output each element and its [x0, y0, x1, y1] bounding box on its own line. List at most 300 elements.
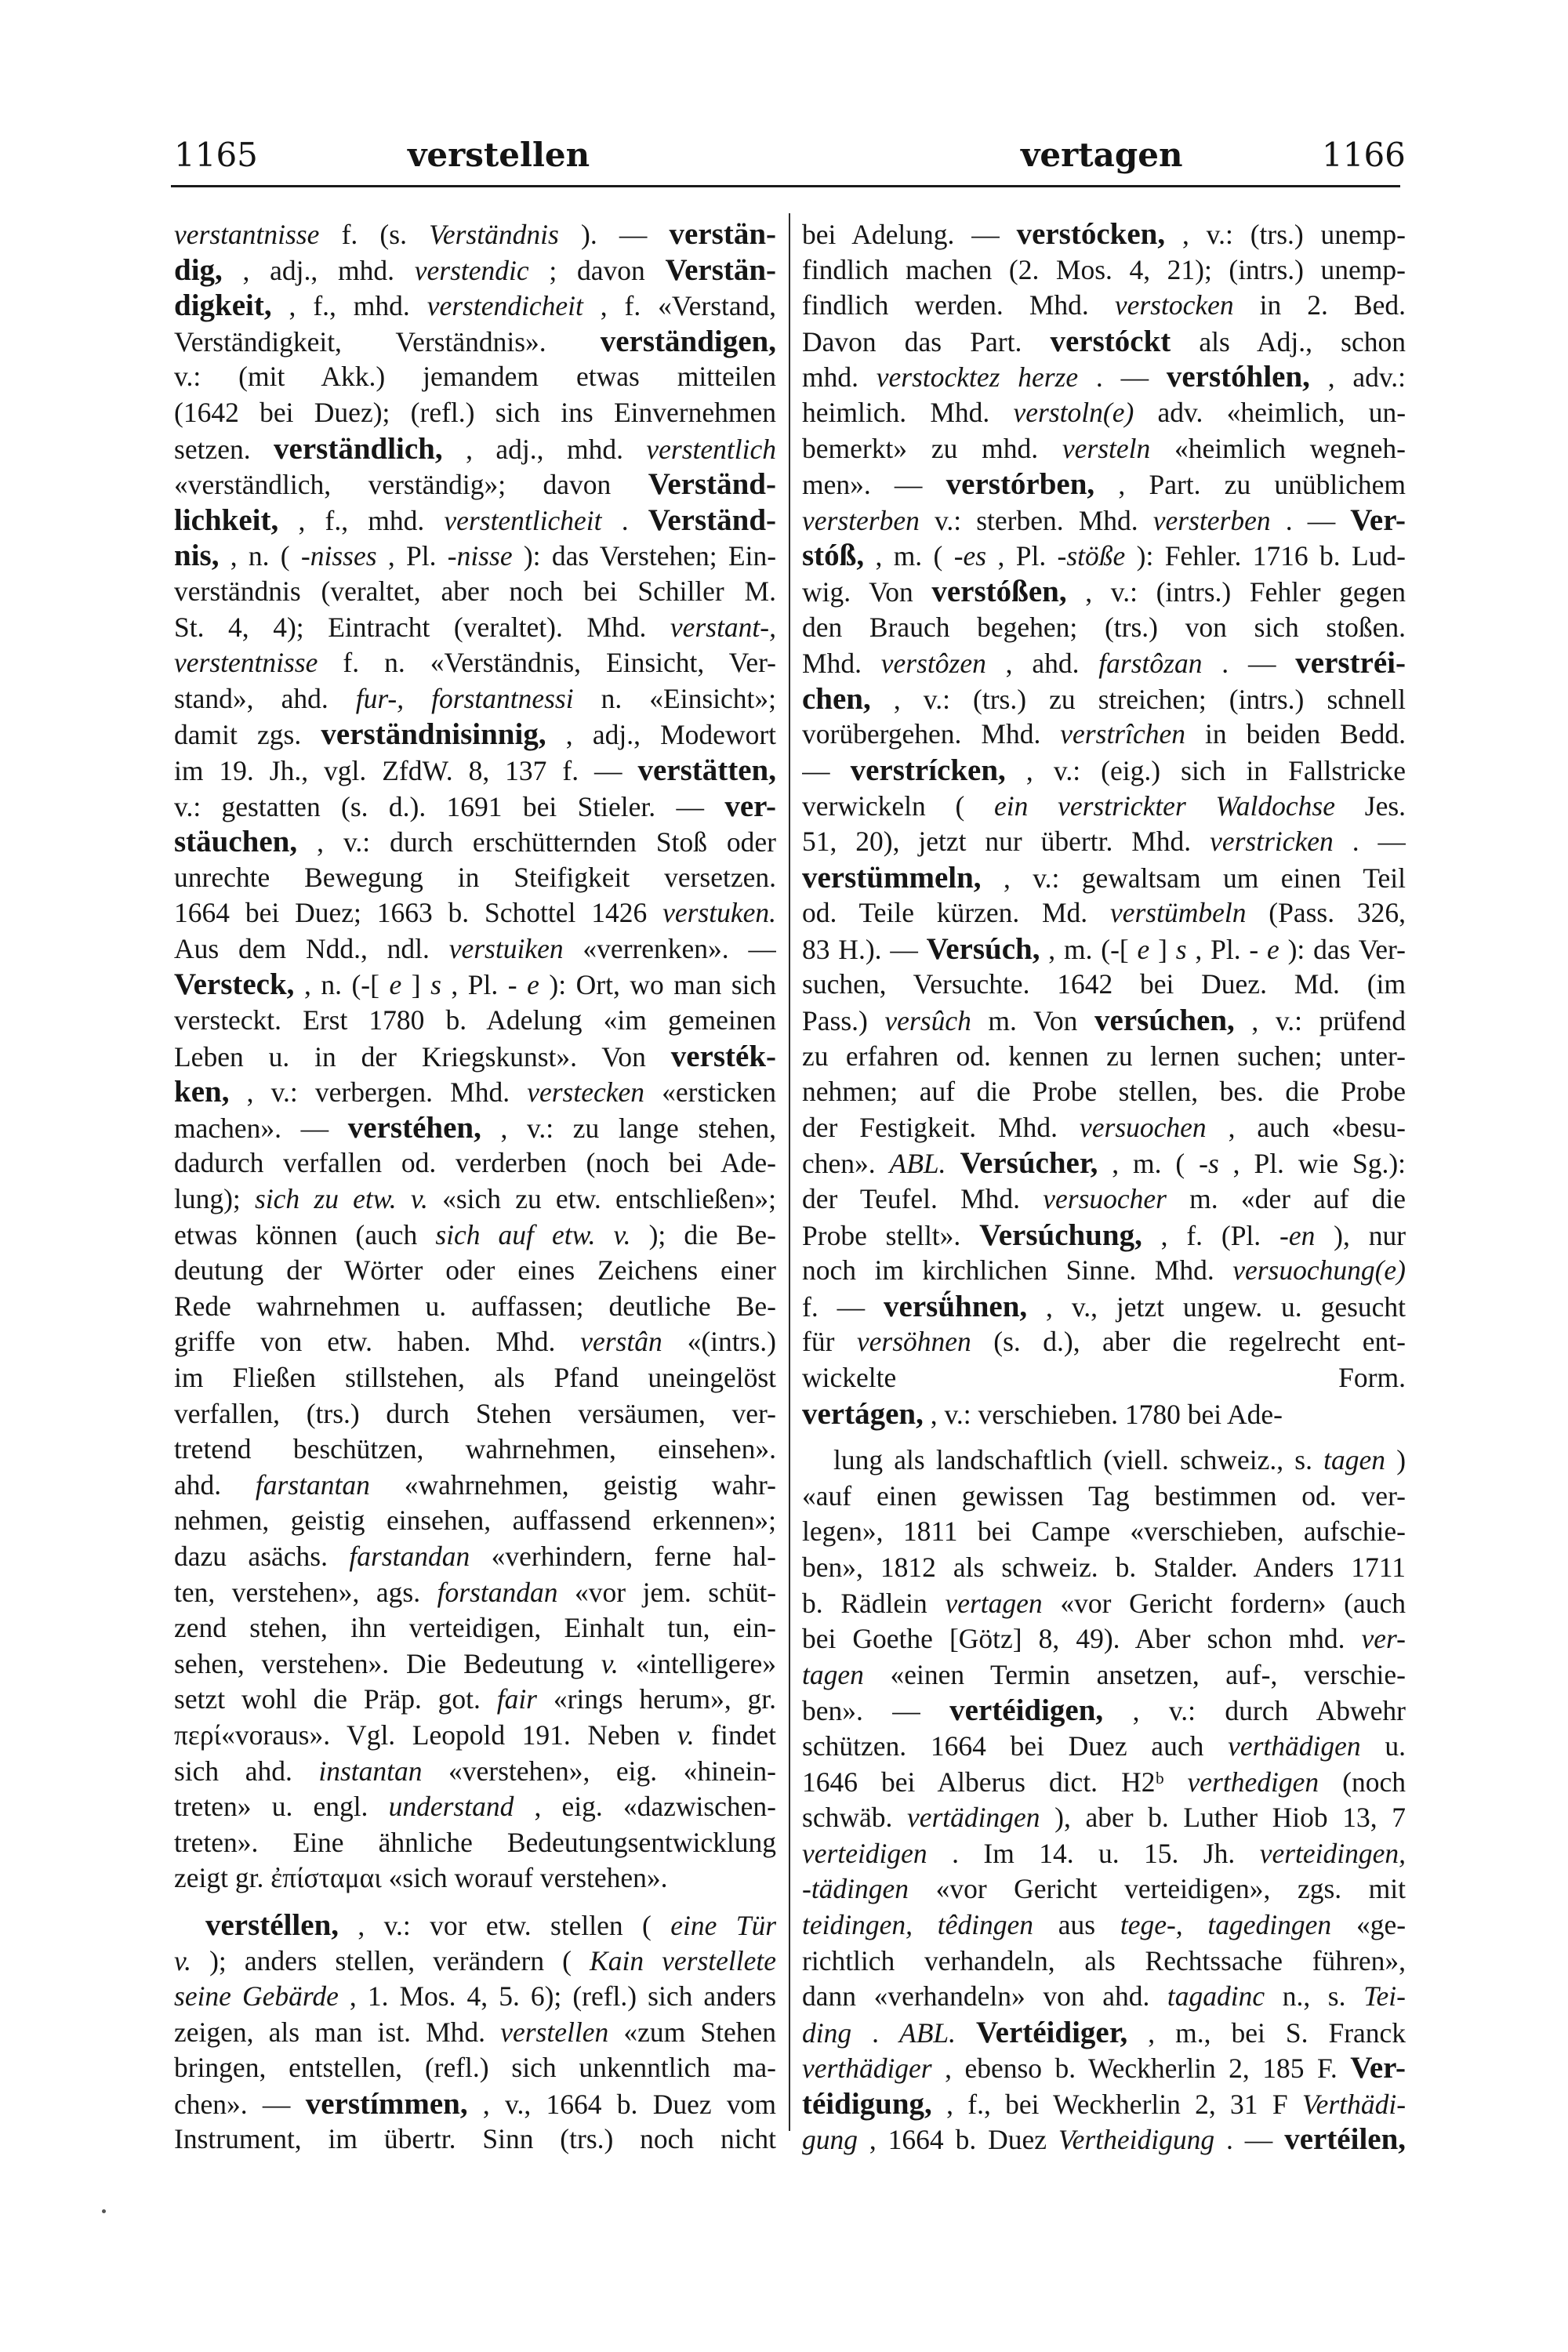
italic-form: verstricken — [1210, 826, 1334, 858]
italic-form: Verständnis — [429, 219, 559, 250]
text-run: , v., 1664 b. Duez vom — [482, 2088, 776, 2120]
text-run: , v.: (intrs.) Fehler gegen — [1085, 575, 1406, 608]
text-line — [174, 967, 776, 1003]
text-run: «wahrnehmen, geistig wahr- — [404, 1468, 776, 1501]
text-run: als Adj., schon — [1199, 325, 1406, 358]
text-line — [174, 895, 776, 931]
text-run: f. — — [802, 1290, 884, 1323]
text-run: noch im kirchlichen Sinne. Mhd. — [802, 1254, 1233, 1287]
italic-form: ding — [802, 2016, 852, 2049]
text-run: , auch «besu- — [1228, 1111, 1406, 1143]
text-run: , v.: verbergen. Mhd. — [246, 1076, 528, 1109]
text-line — [174, 717, 776, 753]
text-run: , 1664 b. Duez — [869, 2124, 1058, 2156]
text-run: , v.: durch Abwehr — [1132, 1695, 1406, 1727]
italic-form: verstantnisse — [174, 219, 320, 250]
text-run: zeigen, als man ist. Mhd. — [174, 2016, 501, 2048]
italic-form: verstendic — [414, 254, 529, 286]
text-run: setzen. — [174, 433, 274, 465]
text-run: . — — [1285, 504, 1351, 536]
text-line — [802, 1443, 1406, 1479]
text-run: «einen Termin ansetzen, auf-, verschie- — [890, 1658, 1406, 1690]
headword: Ver- — [1350, 503, 1406, 537]
text-line — [802, 1218, 1406, 1254]
text-line — [174, 2122, 776, 2158]
text-line — [174, 1907, 776, 1944]
text-line — [174, 681, 776, 717]
italic-form: verstuken. — [662, 897, 776, 929]
text-run: 51, 20), jetzt nur übertr. Mhd. — [802, 826, 1210, 858]
text-line — [802, 2122, 1406, 2158]
text-run: n. «Einsicht»; — [601, 682, 776, 714]
text-run: chen». — [802, 1148, 890, 1180]
italic-form: e — [1267, 933, 1279, 965]
text-line — [174, 216, 776, 252]
column-divider — [789, 213, 790, 2131]
text-line — [802, 538, 1406, 574]
text-line — [802, 1145, 1406, 1181]
text-line — [174, 1003, 776, 1039]
text-run: verständnis (veraltet, aber noch bei Schiller M. — [174, 575, 776, 607]
text-line — [802, 1039, 1406, 1075]
text-line — [174, 1432, 776, 1468]
headword: nis, — [174, 539, 220, 573]
text-run: . Im 14. u. 15. Jh. — [952, 1837, 1260, 1869]
text-run: schützen. 1664 bei Duez auch — [802, 1730, 1229, 1762]
text-run: ); anders stellen, verändern ( — [209, 1944, 572, 1976]
italic-form: Tei- — [1363, 1980, 1406, 2013]
text-run: für — [802, 1326, 857, 1358]
text-run: dann «verhandeln» von ahd. — [802, 1980, 1167, 2013]
italic-form: -nisse — [447, 540, 513, 572]
text-run: Aus dem Ndd., ndl. — [174, 932, 449, 964]
italic-form: versuocher — [1043, 1183, 1167, 1215]
text-line — [174, 1110, 776, 1146]
text-line — [802, 216, 1406, 252]
italic-form: verteidigen — [802, 1837, 927, 1869]
text-run: f. n. «Verständnis, Einsicht, Ver- — [343, 647, 776, 679]
text-line — [174, 574, 776, 610]
text-run: etwas können (auch — [174, 1218, 436, 1250]
text-run: «auf einen gewissen Tag bestimmen od. ver- — [802, 1479, 1406, 1512]
text-run: . — — [1352, 826, 1406, 858]
text-line — [802, 931, 1406, 967]
italic-form: tagadinc — [1167, 1980, 1265, 2013]
text-run: findlich werden. Mhd. — [802, 289, 1115, 321]
text-run: treten». Eine ähnliche Bedeutungsentwicklung — [174, 1826, 776, 1858]
italic-form: verstuiken — [448, 932, 564, 964]
text-run: «verstehen», eig. «hinein- — [448, 1755, 776, 1787]
text-line — [174, 1039, 776, 1075]
text-run: v.: sterben. Mhd. — [934, 504, 1153, 536]
text-run: u. — [1385, 1730, 1406, 1762]
italic-form: verstümbeln — [1109, 897, 1247, 929]
italic-form: -stöße — [1057, 540, 1126, 572]
text-run: im 19. Jh., vgl. ZfdW. 8, 137 f. — — [174, 754, 638, 786]
text-run: Davon das Part. — [802, 325, 1051, 358]
text-run: v.: (mit Akk.) jemandem etwas mitteilen — [174, 361, 776, 393]
italic-form: versöhnen — [856, 1326, 971, 1358]
text-line — [802, 753, 1406, 789]
italic-form: verstecken — [527, 1076, 644, 1109]
text-run: , f., mhd. — [289, 290, 427, 322]
headword: verständlich, — [274, 431, 443, 466]
text-line — [174, 1789, 776, 1825]
text-run: ; davon — [549, 254, 666, 286]
text-line — [174, 503, 776, 539]
text-line — [802, 2015, 1406, 2051]
headword: Versteck, — [174, 967, 295, 1002]
text-run: bringen, entstellen, (refl.) sich unkenntlich ma- — [174, 2052, 776, 2084]
text-run: der Teufel. Mhd. — [802, 1183, 1044, 1215]
headword: dig, — [174, 252, 223, 287]
text-line — [174, 753, 776, 789]
text-run: f. (s. — [341, 219, 430, 250]
right-column — [802, 216, 1406, 2158]
right-page-number: 1166 — [1322, 136, 1406, 174]
text-line — [174, 1289, 776, 1325]
text-run: in 2. Bed. — [1259, 289, 1406, 321]
text-run: der Festigkeit. Mhd. — [802, 1111, 1080, 1143]
text-line — [802, 1324, 1406, 1360]
text-run: , v.: gewaltsam um einen Teil — [1003, 862, 1406, 894]
text-run: «verhindern, ferne hal- — [491, 1540, 776, 1572]
text-run: heimlich. Mhd. — [802, 396, 1014, 428]
text-line — [174, 359, 776, 395]
italic-form: versteln — [1062, 432, 1151, 464]
text-run: ] — [1158, 933, 1167, 965]
text-run: . — [872, 2016, 900, 2049]
italic-form: -tädingen — [802, 1873, 909, 1905]
text-line — [174, 931, 776, 967]
text-line — [174, 1360, 776, 1396]
headword: versǘhnen, — [884, 1289, 1028, 1323]
text-line — [802, 503, 1406, 539]
text-line — [802, 824, 1406, 860]
italic-form: e — [389, 969, 402, 1001]
text-run: , v.: zu lange stehen, — [500, 1112, 776, 1144]
text-line — [174, 824, 776, 860]
text-run: περί«voraus». Vgl. Leopold 191. Neben — [174, 1719, 677, 1751]
italic-form: verstocken — [1114, 289, 1234, 321]
text-run: «verständlich, verständig»; davon — [174, 469, 648, 501]
headword: vertágen, — [802, 1396, 924, 1431]
left-running-headword: verstellen — [408, 136, 590, 174]
headword: verstímmen, — [305, 2086, 468, 2121]
text-run: ahd. — [174, 1468, 256, 1501]
header-rule — [171, 185, 1400, 187]
text-run: damit zgs. — [174, 719, 321, 751]
italic-form: forstandan — [437, 1576, 558, 1608]
italic-form: verstoln(e) — [1013, 396, 1134, 428]
headword: Versúchung, — [979, 1218, 1142, 1252]
text-run: verwickeln ( — [802, 789, 965, 822]
headword: stäuchen, — [174, 825, 298, 859]
italic-form: v. — [601, 1647, 619, 1679]
headword: téidigung, — [802, 2086, 932, 2121]
text-line — [174, 324, 776, 360]
text-run: ten, verstehen», ags. — [174, 1576, 437, 1608]
text-run: Probe stellt». — [802, 1219, 980, 1251]
text-line — [174, 1539, 776, 1575]
text-line — [802, 1110, 1406, 1146]
text-run: , n. (-[ — [303, 969, 379, 1001]
text-line — [802, 466, 1406, 503]
text-run: (1642 bei Duez); (refl.) sich ins Einvernehmen — [174, 396, 776, 428]
text-run: findet — [711, 1719, 776, 1751]
italic-form: ein verstrickter Waldochse — [994, 789, 1335, 822]
text-line — [174, 1145, 776, 1181]
italic-form: sich auf etw. v. — [435, 1218, 631, 1250]
text-run: legen», 1811 bei Campe «verschieben, aufschie- — [802, 1515, 1406, 1548]
headword: Verständ- — [648, 467, 776, 502]
text-line — [802, 1907, 1406, 1944]
text-line — [174, 1646, 776, 1682]
text-run: sehen, verstehen». Die Bedeutung — [174, 1647, 601, 1679]
headword: verstórben, — [946, 467, 1095, 502]
italic-form: s — [1175, 933, 1187, 965]
headword: ken, — [174, 1075, 230, 1109]
italic-form: verstendicheit — [426, 290, 583, 322]
text-run: «rings herum», gr. — [553, 1683, 776, 1715]
text-run: findlich machen (2. Mos. 4, 21); (intrs.) unemp- — [802, 253, 1406, 285]
text-run: 1664 bei Duez; 1663 b. Schottel 1426 — [174, 897, 663, 929]
headword: verstätten, — [637, 753, 776, 787]
text-line — [802, 1289, 1406, 1325]
italic-form: verthädiger — [802, 2053, 932, 2085]
italic-form: e — [527, 969, 539, 1001]
text-run: bei Adelung. — — [802, 219, 1017, 250]
italic-form: v. — [677, 1719, 695, 1751]
text-run: m. «der auf die — [1189, 1183, 1406, 1215]
text-line — [802, 860, 1406, 896]
text-line — [174, 2086, 776, 2122]
text-run: od. Teile kürzen. Md. — [802, 897, 1110, 929]
italic-form: verteidingen, — [1259, 1837, 1406, 1869]
text-run: versteckt. Erst 1780 b. Adelung «im gemeinen — [174, 1004, 776, 1036]
text-run: , ahd. — [1005, 648, 1099, 680]
text-run: , v.: (trs.) zu streichen; (intrs.) schnell — [893, 683, 1406, 715]
headword: digkeit, — [174, 289, 272, 323]
text-line — [174, 1181, 776, 1218]
text-run: . — — [1095, 361, 1167, 394]
text-run: , Part. zu unüblichem — [1118, 469, 1406, 501]
text-run: setzt wohl die Präp. got. — [174, 1683, 497, 1715]
text-line — [174, 395, 776, 431]
text-run: ). — — [581, 219, 670, 250]
text-run: , v.: durch erschütternden Stoß oder — [317, 826, 776, 858]
headword: Versúcher, — [960, 1146, 1098, 1181]
text-run: zu erfahren od. kennen zu lernen suchen; unter- — [802, 1040, 1406, 1072]
italic-form: tege-, tagedingen — [1120, 1908, 1332, 1940]
italic-form: verstellen — [500, 2016, 609, 2048]
text-run: dadurch verfallen od. verderben (noch bei Ade- — [174, 1147, 776, 1179]
text-run: richtlich verhandeln, als Rechtssache führen», — [802, 1944, 1406, 1976]
text-run: suchen, Versuchte. 1642 bei Duez. Md. (im — [802, 968, 1406, 1000]
text-line — [174, 1468, 776, 1504]
text-line — [174, 610, 776, 646]
text-run: ): Fehler. 1716 b. Lud- — [1136, 540, 1406, 572]
text-run: wickelte Form. — [802, 1362, 1406, 1393]
entry-gap — [802, 1432, 1406, 1443]
text-run: Mhd. — [802, 648, 881, 680]
text-run: «vor Gericht verteidigen», zgs. mit — [935, 1873, 1406, 1905]
text-line — [174, 1610, 776, 1646]
text-run: , v.: (trs.) unemp- — [1181, 219, 1406, 250]
italic-form: verthedigen — [1187, 1766, 1319, 1798]
text-line — [802, 1944, 1406, 1980]
text-run: ): Ort, wo man sich — [549, 969, 776, 1001]
italic-form: verstrîchen — [1060, 718, 1185, 750]
text-line — [174, 1682, 776, 1718]
italic-form: verthädigen — [1228, 1730, 1361, 1762]
text-line — [802, 1003, 1406, 1039]
italic-form: ver- — [1361, 1623, 1406, 1655]
text-run: im Fließen stillstehen, als Pfand uneingelöst — [174, 1362, 776, 1393]
text-line — [802, 1657, 1406, 1693]
headword: Vertéidiger, — [976, 2015, 1128, 2049]
text-run: machen». — — [174, 1112, 348, 1144]
italic-form: Verthädi- — [1301, 2088, 1406, 2120]
text-line — [802, 324, 1406, 360]
italic-form: ABL. — [899, 2016, 956, 2049]
text-line — [802, 1550, 1406, 1586]
text-run: griffe von etw. haben. Mhd. — [174, 1326, 581, 1358]
headword: Verständ- — [648, 503, 776, 537]
italic-form: fair — [496, 1683, 537, 1715]
text-run: , 1. Mos. 4, 5. 6); (refl.) sich anders — [349, 1980, 776, 2013]
italic-form: verstentnisse — [174, 647, 318, 679]
text-run: Leben u. in der Kriegskunst». Von — [174, 1040, 671, 1073]
italic-form: understand — [388, 1791, 514, 1823]
headword: verstän- — [669, 217, 776, 251]
headword: versték- — [670, 1039, 776, 1073]
text-run: ); die Be- — [648, 1218, 776, 1250]
text-run: . — [621, 504, 648, 536]
italic-form: teidingen, têdingen — [802, 1908, 1033, 1940]
text-run: Pass.) — [802, 1005, 885, 1037]
italic-form: v. — [174, 1944, 191, 1976]
italic-form: gung — [802, 2124, 858, 2156]
italic-form: farstantan — [255, 1468, 370, 1501]
text-run: , adv.: — [1327, 361, 1406, 394]
text-run: , adj., mhd. — [466, 433, 647, 465]
italic-form: tagen — [802, 1658, 864, 1690]
headword: chen, — [802, 681, 871, 716]
italic-form: verstentlicheit — [444, 504, 602, 536]
headword: verstéllen, — [205, 1907, 339, 1942]
text-run: deutung der Wörter oder eines Zeichens einer — [174, 1254, 776, 1287]
right-running-headword: vertagen — [1021, 136, 1183, 174]
text-line — [802, 967, 1406, 1003]
text-run: ): das Verstehen; Ein- — [523, 540, 776, 572]
text-run: ): das Ver- — [1287, 933, 1406, 965]
text-run: , Pl. - — [1195, 933, 1259, 965]
text-line — [174, 538, 776, 574]
text-line — [802, 789, 1406, 825]
headword: lichkeit, — [174, 503, 279, 537]
text-run: dazu asächs. — [174, 1540, 350, 1572]
text-run: Instrument, im übertr. Sinn (trs.) noch nicht — [174, 2123, 776, 2155]
text-line — [802, 359, 1406, 395]
italic-form: e — [1137, 933, 1150, 965]
text-run: treten» u. engl. — [174, 1791, 389, 1823]
text-line — [802, 1765, 1406, 1801]
italic-form: vertädingen — [906, 1802, 1040, 1834]
headword: Verstän- — [665, 252, 776, 287]
text-run: «heimlich wegneh- — [1174, 432, 1406, 464]
entry-gap — [174, 1896, 776, 1907]
text-run: ben». — — [802, 1695, 950, 1727]
italic-form: seine Gebärde — [174, 1980, 339, 2013]
italic-form: verstant-, — [670, 611, 776, 643]
text-run: bei Goethe [Götz] 8, 49). Aber schon mhd. — [802, 1623, 1362, 1655]
text-line — [802, 681, 1406, 717]
italic-form: versterben — [1152, 504, 1271, 536]
text-line — [802, 895, 1406, 931]
text-line — [174, 252, 776, 289]
text-run: , v.: (eig.) sich in Fallstricke — [1025, 754, 1406, 786]
text-line — [802, 717, 1406, 753]
text-line — [802, 1253, 1406, 1289]
text-line — [174, 2050, 776, 2086]
italic-form: eine Tür — [670, 1909, 776, 1941]
text-line — [174, 1860, 776, 1896]
italic-form: Kain verstellete — [590, 1944, 776, 1976]
text-run: adv. «heimlich, un- — [1157, 396, 1406, 428]
text-run: ben», 1812 als schweiz. b. Stalder. Anders 1711 — [802, 1551, 1406, 1583]
text-run: b. Rädlein — [802, 1587, 946, 1619]
text-line — [802, 1181, 1406, 1218]
text-run: lung); — [174, 1183, 255, 1215]
text-line — [802, 1621, 1406, 1657]
text-line — [174, 2015, 776, 2051]
italic-form: -es — [953, 540, 987, 572]
text-run: St. 4, 4); Eintracht (veraltet). Mhd. — [174, 611, 670, 643]
text-line — [174, 789, 776, 825]
text-line — [802, 1514, 1406, 1550]
text-run: Rede wahrnehmen u. auffassen; deutliche Be- — [174, 1290, 776, 1322]
text-run: , m. ( — [1112, 1148, 1185, 1180]
left-column — [174, 216, 776, 2158]
headword: verstrícken, — [850, 753, 1006, 787]
text-run: men». — — [802, 469, 946, 501]
text-line — [174, 860, 776, 896]
text-run: ), nur — [1334, 1219, 1406, 1251]
text-run: , f., mhd. — [298, 504, 445, 536]
text-run: «vor Gericht fordern» (auch — [1060, 1587, 1406, 1619]
headword: Versúch, — [926, 931, 1040, 966]
text-run: m. Von — [988, 1005, 1095, 1037]
text-run: , v.: prüfend — [1251, 1005, 1406, 1037]
text-run: , Pl. — [997, 540, 1058, 572]
text-run: Verständigkeit, Verständnis». — [174, 325, 601, 358]
text-run: den Brauch begehen; (trs.) von sich stoßen. — [802, 611, 1406, 643]
text-run: verfallen, (trs.) durch Stehen versäumen, ver- — [174, 1397, 776, 1429]
italic-form: tagen — [1323, 1444, 1386, 1476]
text-run: Jes. — [1364, 789, 1406, 822]
italic-form: verstân — [580, 1326, 662, 1358]
text-run: (noch — [1342, 1766, 1406, 1798]
italic-form: farstandan — [349, 1540, 470, 1572]
text-run: ] — [411, 969, 421, 1001]
italic-form: versuochung(e) — [1232, 1254, 1406, 1287]
headword: vertéilen, — [1284, 2122, 1406, 2157]
italic-form: -en — [1279, 1219, 1316, 1251]
text-line — [802, 1800, 1406, 1836]
text-run: , adj., mhd. — [242, 254, 415, 286]
text-line — [802, 1360, 1406, 1396]
